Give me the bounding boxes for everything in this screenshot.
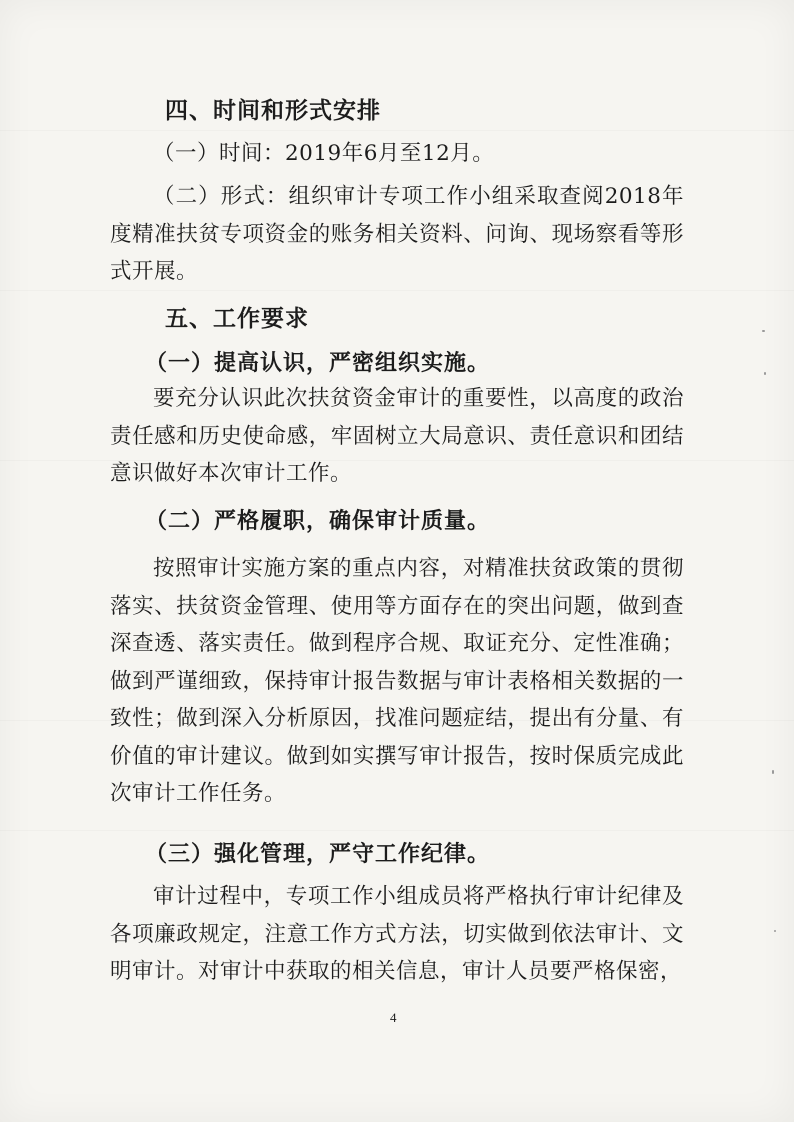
- requirement-3-body: 审计过程中，专项工作小组成员将严格执行审计纪律及各项廉政规定，注意工作方式方法，切实做到依法审计、文明审计。对审计中获取的相关信息，审计人员要严格保密，: [110, 884, 684, 984]
- scan-speck: [774, 930, 776, 932]
- requirement-3-title: （三）强化管理，严守工作纪律。: [145, 841, 491, 867]
- section-four-heading: 四、时间和形式安排: [165, 97, 381, 124]
- scan-speck: [764, 372, 766, 375]
- page-number: 4: [390, 1010, 397, 1025]
- scan-speck: [772, 770, 774, 774]
- section-five-heading: 五、工作要求: [165, 305, 309, 332]
- scan-speck: [762, 330, 765, 332]
- requirement-2-body: 按照审计实施方案的重点内容，对精准扶贫政策的贯彻落实、扶贫资金管理、使用等方面存在的突出问题，做到查深查透、落实责任。做到程序合规、取证充分、定性准确；做到严谨细致，保持审计报告数据与审计表格相关数据的一致性；做到深入分析原因，找准问题症结，提出有分量、有价值的审计建议。做到如实撰写审计报告，按时保质完成此次审计工作任务。: [110, 556, 684, 806]
- form-paragraph: （二）形式：组织审计专项工作小组采取查阅2018年度精准扶贫专项资金的账务相关资料、问询、现场察看等形式开展。: [110, 184, 684, 284]
- requirement-1-body: 要充分认识此次扶贫资金审计的重要性，以高度的政治责任感和历史使命感，牢固树立大局意识、责任意识和团结意识做好本次审计工作。: [110, 386, 684, 486]
- bleed-through-line: [0, 830, 794, 831]
- requirement-1-title: （一）提高认识，严密组织实施。: [145, 350, 491, 376]
- time-line: （一）时间：2019年6月至12月。: [153, 141, 495, 166]
- bleed-through-line: [0, 130, 794, 131]
- requirement-2-title: （二）严格履职，确保审计质量。: [145, 508, 491, 534]
